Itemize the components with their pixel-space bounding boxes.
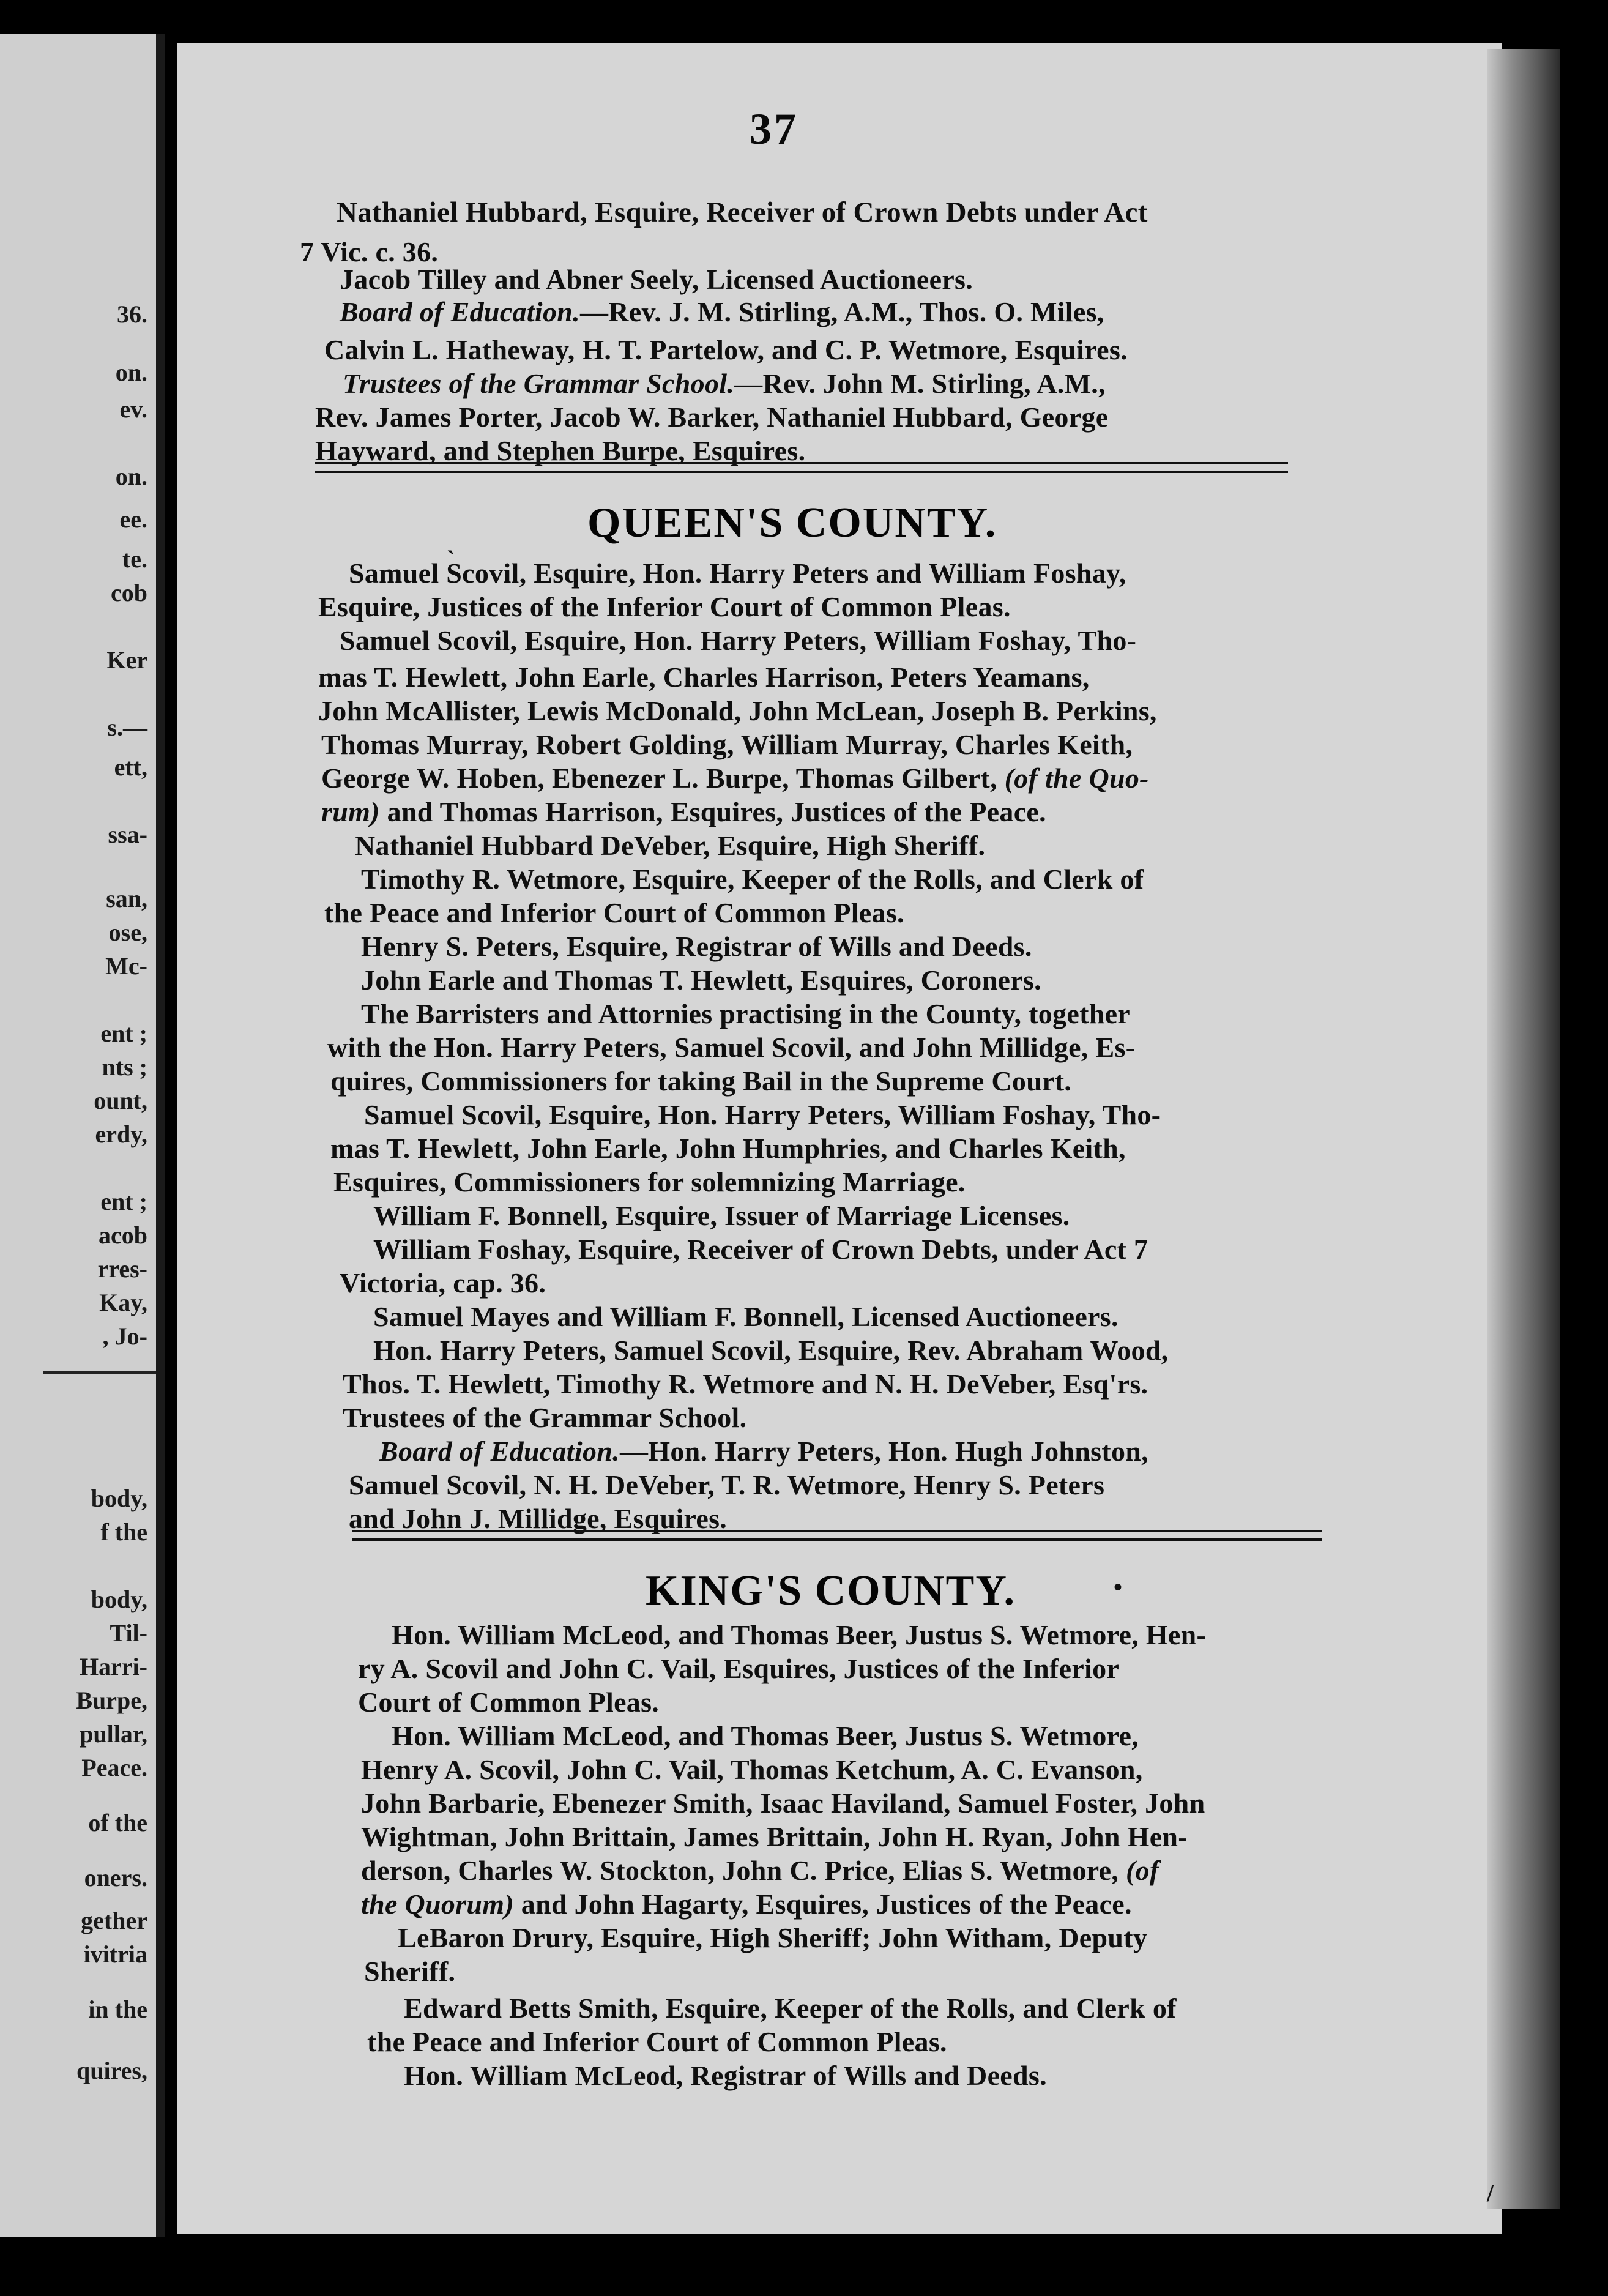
text-line: Nathaniel Hubbard DeVeber, Esquire, High Sheriff. xyxy=(355,830,986,861)
text-line: Esquire, Justices of the Inferior Court of Common Pleas. xyxy=(318,591,1011,622)
italic-phrase: the Quorum) xyxy=(361,1888,514,1920)
previous-page-fragment: s.— xyxy=(107,714,147,741)
previous-page-fragment: in the xyxy=(88,1996,147,2023)
text-line: Timothy R. Wetmore, Esquire, Keeper of the Rolls, and Clerk of xyxy=(361,863,1144,895)
text-line xyxy=(340,296,1104,328)
text-line: John Earle and Thomas T. Hewlett, Esquires, Coroners. xyxy=(361,964,1041,996)
previous-page-rule xyxy=(43,1371,156,1374)
page-fore-edge xyxy=(1487,49,1560,2209)
previous-page-fragment: ose, xyxy=(108,919,147,946)
section-heading-queens-county: QUEEN'S COUNTY. xyxy=(587,499,997,546)
text-line: LeBaron Drury, Esquire, High Sheriff; John Witham, Deputy xyxy=(398,1922,1148,1953)
ink-speck: • xyxy=(1114,1573,1123,1601)
text-line: mas T. Hewlett, John Earle, John Humphries, and Charles Keith, xyxy=(330,1133,1126,1164)
previous-page-fragment: te. xyxy=(122,545,147,573)
section-label-board-of-education: Board of Education. xyxy=(340,296,580,327)
text-line: Jacob Tilley and Abner Seely, Licensed Auctioneers. xyxy=(340,264,973,295)
italic-phrase: rum) xyxy=(321,796,380,827)
previous-page-fragment: gether xyxy=(81,1907,147,1934)
previous-page-fragment: body, xyxy=(91,1586,147,1613)
text-line: Calvin L. Hatheway, H. T. Partelow, and C. P. Wetmore, Esquires. xyxy=(324,334,1128,365)
text-line: Hon. William McLeod, Registrar of Wills and Deeds. xyxy=(404,2060,1047,2091)
text-line: the Peace and Inferior Court of Common Pleas. xyxy=(324,897,904,928)
text-line: Victoria, cap. 36. xyxy=(340,1267,546,1299)
text-line: Edward Betts Smith, Esquire, Keeper of the Rolls, and Clerk of xyxy=(404,1992,1177,2024)
ink-speck: / xyxy=(1487,2179,1494,2207)
previous-page-fragment: ee. xyxy=(119,505,147,533)
text-fragment: George W. Hoben, Ebenezer L. Burpe, Thomas Gilbert, xyxy=(321,762,1005,794)
section-heading-kings-county: KING'S COUNTY. xyxy=(646,1567,1016,1614)
text-line: Rev. James Porter, Jacob W. Barker, Nathaniel Hubbard, George xyxy=(315,401,1109,433)
text-fragment: and Thomas Harrison, Esquires, Justices of the Peace. xyxy=(379,796,1046,827)
previous-page-fragment: quires, xyxy=(76,2057,147,2084)
text-line: Court of Common Pleas. xyxy=(358,1687,660,1718)
text-line: Samuel Scovil, Esquire, Hon. Harry Peters and William Foshay, xyxy=(349,557,1126,589)
text-line: Samuel Scovil, N. H. DeVeber, T. R. Wetmore, Henry S. Peters xyxy=(349,1469,1105,1500)
text-line: mas T. Hewlett, John Earle, Charles Harrison, Peters Yeamans, xyxy=(318,662,1090,693)
text-line: Hayward, and Stephen Burpe, Esquires. xyxy=(315,435,806,466)
text-line: Thomas Murray, Robert Golding, William Murray, Charles Keith, xyxy=(321,729,1133,760)
previous-page-fragment: ount, xyxy=(94,1087,147,1114)
previous-page-fragment: Ker xyxy=(106,646,147,674)
text-line: Hon. William McLeod, and Thomas Beer, Justus S. Wetmore, xyxy=(392,1720,1139,1751)
text-line: Trustees of the Grammar School. xyxy=(343,1402,747,1433)
text-line: Henry A. Scovil, John C. Vail, Thomas Ketchum, A. C. Evanson, xyxy=(361,1754,1143,1785)
text-line: ry A. Scovil and John C. Vail, Esquires, Justices of the Inferior xyxy=(358,1653,1120,1684)
text-line: William Foshay, Esquire, Receiver of Crown Debts, under Act 7 xyxy=(373,1234,1148,1265)
section-label-board-of-education: Board of Education. xyxy=(379,1436,620,1467)
section-divider xyxy=(352,1530,1322,1541)
previous-page-fragment: Kay, xyxy=(99,1289,147,1316)
text-line: Sheriff. xyxy=(364,1956,456,1987)
previous-page-fragment: ett, xyxy=(114,753,147,781)
previous-page-fragment: Til- xyxy=(110,1619,147,1647)
previous-page-fragment: san, xyxy=(106,885,147,912)
text-fragment: —Rev. J. M. Stirling, A.M., Thos. O. Miles, xyxy=(579,296,1104,327)
text-line: John Barbarie, Ebenezer Smith, Isaac Haviland, Samuel Foster, John xyxy=(361,1787,1205,1819)
text-line: Hon. Harry Peters, Samuel Scovil, Esquire, Rev. Abraham Wood, xyxy=(373,1335,1169,1366)
italic-phrase: (of the Quo- xyxy=(1004,762,1149,794)
text-line: Samuel Scovil, Esquire, Hon. Harry Peters, William Foshay, Tho- xyxy=(340,625,1137,656)
previous-page-fragment: Burpe, xyxy=(76,1687,147,1714)
section-divider xyxy=(315,462,1288,473)
text-line: John McAllister, Lewis McDonald, John McLean, Joseph B. Perkins, xyxy=(318,695,1157,726)
text-line xyxy=(361,1854,1159,1887)
italic-phrase: (of xyxy=(1126,1855,1159,1886)
text-line xyxy=(321,762,1149,794)
previous-page-fragment: nts ; xyxy=(102,1053,147,1081)
text-line: Thos. T. Hewlett, Timothy R. Wetmore and N. H. DeVeber, Esq'rs. xyxy=(343,1368,1148,1400)
previous-page-edge xyxy=(0,34,165,2237)
previous-page-fragment: pullar, xyxy=(80,1720,147,1748)
previous-page-fragment: ent ; xyxy=(100,1019,147,1047)
text-line: Samuel Mayes and William F. Bonnell, Licensed Auctioneers. xyxy=(373,1301,1119,1332)
text-line: Wightman, John Brittain, James Brittain, John H. Ryan, John Hen- xyxy=(361,1821,1188,1852)
text-fragment: —Hon. Harry Peters, Hon. Hugh Johnston, xyxy=(619,1436,1148,1467)
text-line xyxy=(361,1888,1132,1920)
text-line: Esquires, Commissioners for solemnizing Marriage. xyxy=(333,1166,966,1198)
text-line: Samuel Scovil, Esquire, Hon. Harry Peters, William Foshay, Tho- xyxy=(364,1099,1161,1130)
text-line: the Peace and Inferior Court of Common Pleas. xyxy=(367,2026,947,2057)
text-fragment: —Rev. John M. Stirling, A.M., xyxy=(734,368,1106,399)
previous-page-fragment: body, xyxy=(91,1485,147,1512)
text-line: 7 Vic. c. 36. xyxy=(300,236,439,267)
previous-page-fragment: ssa- xyxy=(108,821,147,848)
previous-page-fragment: , Jo- xyxy=(102,1322,147,1350)
previous-page-fragment: ent ; xyxy=(100,1188,147,1215)
previous-page-fragment: ivitria xyxy=(83,1940,147,1968)
text-line xyxy=(321,796,1046,828)
text-line xyxy=(379,1435,1148,1467)
previous-page-fragment: 36. xyxy=(117,300,147,328)
text-line: quires, Commissioners for taking Bail in the Supreme Court. xyxy=(330,1065,1072,1097)
text-line xyxy=(343,367,1106,400)
previous-page-fragment: on. xyxy=(115,359,147,386)
page-number: 37 xyxy=(750,105,798,154)
text-line: Nathaniel Hubbard, Esquire, Receiver of Crown Debts under Act xyxy=(337,196,1148,228)
previous-page-fragment: of the xyxy=(88,1809,147,1836)
previous-page-fragment: Mc- xyxy=(105,952,147,980)
text-line: Hon. William McLeod, and Thomas Beer, Justus S. Wetmore, Hen- xyxy=(392,1619,1207,1650)
previous-page-fragment: on. xyxy=(115,463,147,490)
text-line: William F. Bonnell, Esquire, Issuer of Marriage Licenses. xyxy=(373,1200,1070,1231)
text-fragment: derson, Charles W. Stockton, John C. Price, Elias S. Wetmore, xyxy=(361,1855,1126,1886)
previous-page-fragment: ev. xyxy=(119,395,147,423)
previous-page-fragment: acob xyxy=(99,1221,147,1249)
previous-page-fragment: Peace. xyxy=(81,1754,147,1781)
section-label-trustees: Trustees of the Grammar School. xyxy=(343,368,735,399)
previous-page-fragment: f the xyxy=(100,1518,147,1546)
text-line: The Barristers and Attornies practising in the County, together xyxy=(361,998,1131,1029)
previous-page-fragment: oners. xyxy=(84,1864,147,1892)
text-line: with the Hon. Harry Peters, Samuel Scovil, and John Millidge, Es- xyxy=(327,1032,1136,1063)
text-fragment: and John Hagarty, Esquires, Justices of the Peace. xyxy=(513,1888,1132,1920)
previous-page-fragment: erdy, xyxy=(95,1120,147,1148)
ink-speck: ˎ xyxy=(447,527,455,554)
previous-page-fragment: rres- xyxy=(97,1255,147,1283)
text-line: Henry S. Peters, Esquire, Registrar of Wills and Deeds. xyxy=(361,931,1032,962)
previous-page-fragment: Harri- xyxy=(79,1653,147,1680)
text-line: and John J. Millidge, Esquires. xyxy=(349,1503,728,1534)
previous-page-fragment: cob xyxy=(111,579,147,606)
